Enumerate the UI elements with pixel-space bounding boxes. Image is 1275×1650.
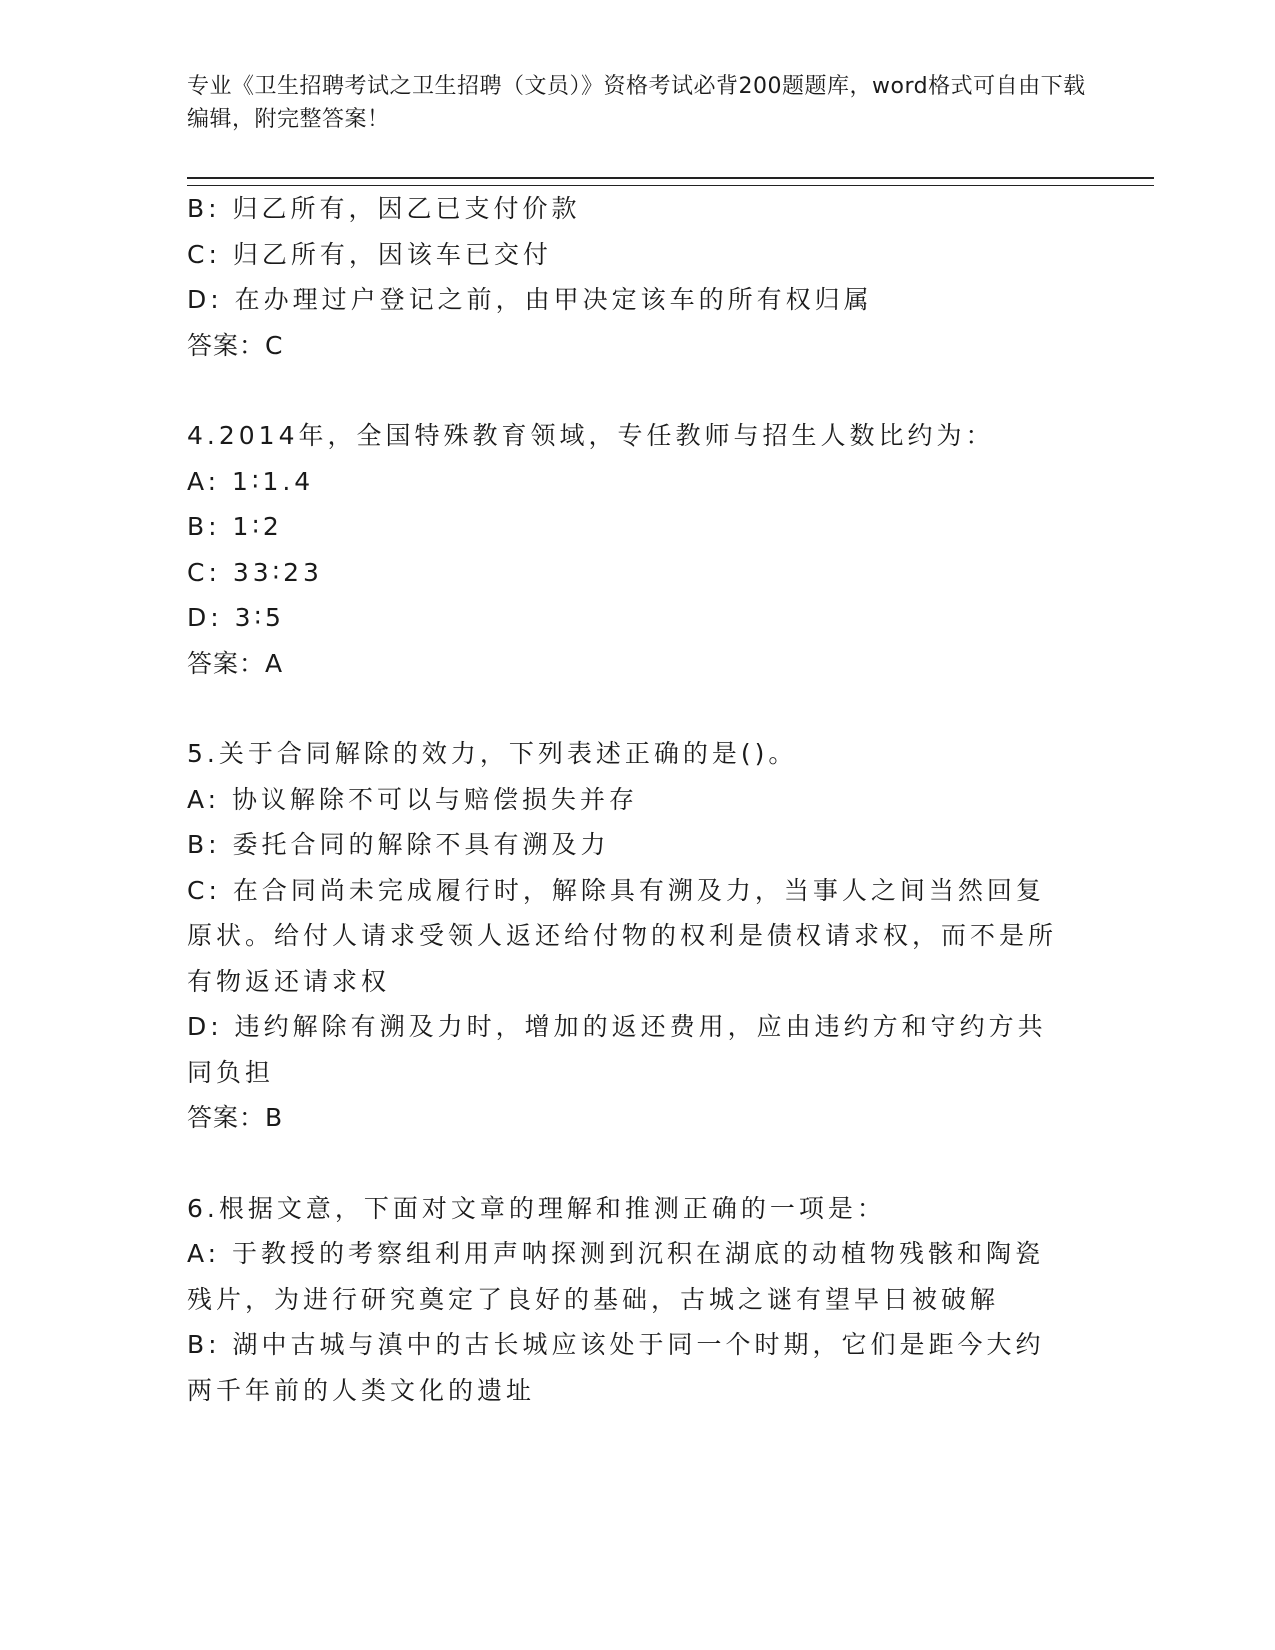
question-stem: 4.2014年，全国特殊教育领域，专任教师与招生人数比约为： [187, 421, 995, 450]
question-stem: 5.关于合同解除的效力，下列表述正确的是()。 [187, 739, 798, 768]
option-c: C: 归乙所有，因该车已交付 [187, 239, 552, 269]
option-c: C: 在合同尚未完成履行时，解除具有溯及力，当事人之间当然回复原状。给付人请求受领人返还给付物的权利是债权请求权，而不是所有物返还请求权 [187, 875, 1058, 996]
document-header [187, 70, 1087, 136]
question-continued [187, 186, 1067, 368]
option-b: B: 委托合同的解除不具有溯及力 [187, 830, 610, 859]
header-title: 专业《卫生招聘考试之卫生招聘（文员）》资格考试必背200题题库，word格式可自由下载编辑，附完整答案！ [187, 74, 1086, 132]
option-a: A: 于教授的考察组利用声呐探测到沉积在湖底的动植物残骸和陶瓷残片，为进行研究奠定了良好的基础，古城之谜有望早日被破解 [187, 1239, 1045, 1314]
option-b: B: 湖中古城与滇中的古长城应该处于同一个时期，它们是距今大约两千年前的人类文化的遗址 [187, 1330, 1045, 1405]
answer: 答案：A [187, 648, 284, 678]
header-divider [187, 177, 1154, 186]
option-a: A: 协议解除不可以与赔偿损失并存 [187, 784, 639, 814]
option-b: B: 归乙所有，因乙已支付价款 [187, 194, 581, 223]
option-d: D: 在办理过户登记之前，由甲决定该车的所有权归属 [187, 285, 873, 314]
question-stem: 6.根据文意，下面对文章的理解和推测正确的一项是： [187, 1193, 886, 1223]
option-a: A: 1∶1.4 [187, 466, 315, 496]
answer: 答案：B [187, 1103, 284, 1132]
question-6 [187, 1186, 1067, 1414]
question-5 [187, 731, 1067, 1141]
option-b: B: 1∶2 [187, 512, 283, 541]
option-d: D: 违约解除有溯及力时，增加的返还费用，应由违约方和守约方共同负担 [187, 1012, 1047, 1087]
option-c: C: 33∶23 [187, 557, 323, 587]
option-d: D: 3∶5 [187, 603, 285, 632]
answer: 答案：C [187, 330, 284, 360]
document-body [187, 186, 1067, 1413]
question-4 [187, 413, 1067, 686]
